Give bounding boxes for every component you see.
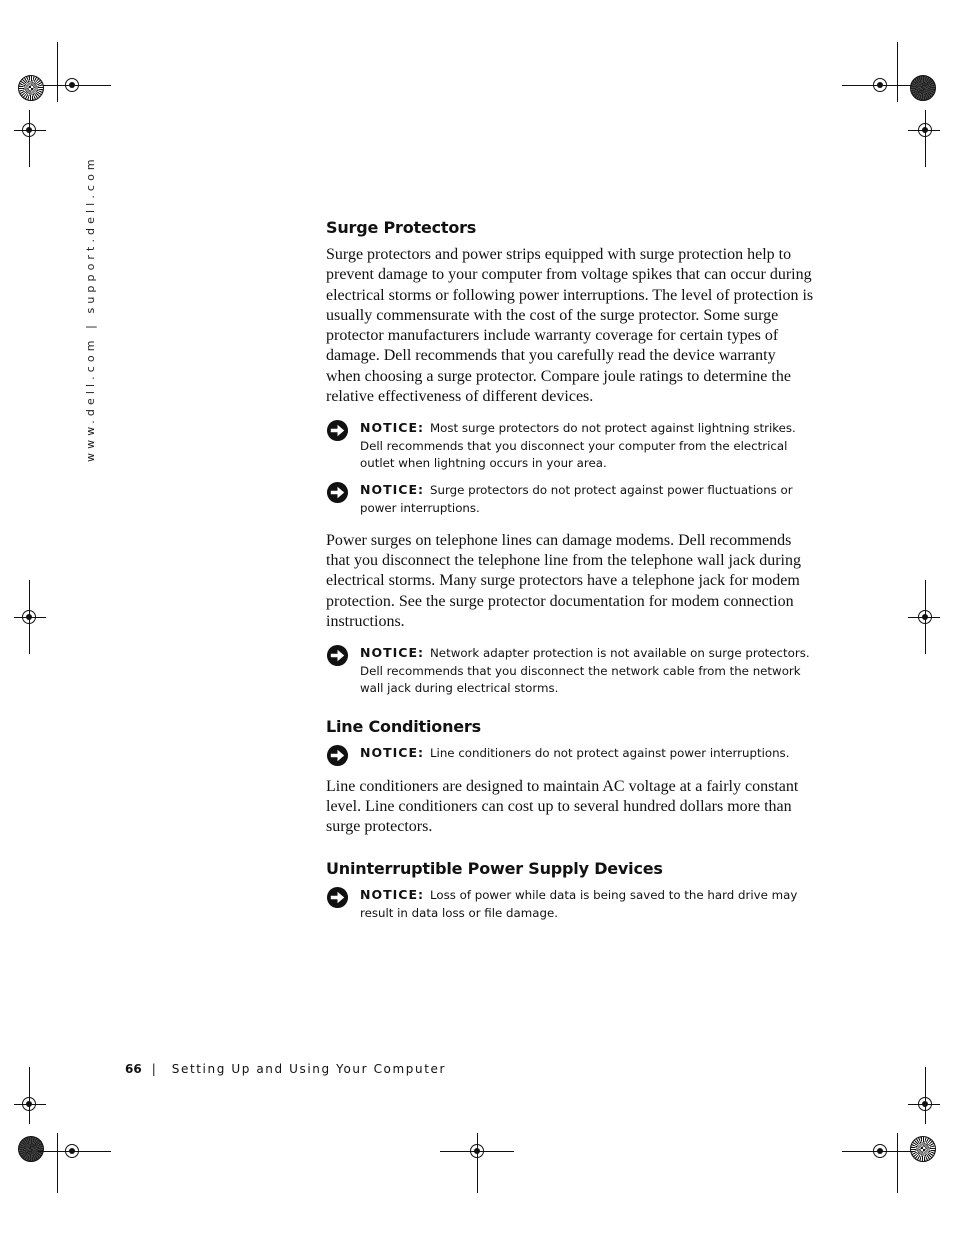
notice-label: NOTICE: [360,745,424,761]
crop-mark-icon [29,1067,30,1124]
footer-separator: | [151,1062,156,1076]
notice-block [326,886,814,922]
crop-mark-icon [897,42,898,102]
notice-arrow-icon [326,886,349,909]
notice-text: Network adapter protection is not available on surge protectors. Dell recommends that you disconnect the network cable from the network wall jack during electrical storms. [360,646,810,695]
registration-target-icon [873,1144,887,1158]
registration-target-icon [918,123,932,137]
color-bar-starburst-icon [910,1136,936,1162]
notice-text: Loss of power while data is being saved to the hard drive may result in data loss or file damage. [360,888,798,920]
registration-target-icon [918,1097,932,1111]
notice-label: NOTICE: [360,420,424,436]
section-heading: Surge Protectors [326,218,477,237]
registration-target-icon [65,78,79,92]
crop-mark-icon [925,1067,926,1124]
registration-target-icon [918,610,932,624]
notice-label: NOTICE: [360,887,424,903]
crop-mark-icon [477,1133,478,1193]
notice-arrow-icon [326,744,349,767]
registration-target-icon [22,610,36,624]
side-running-url: www.dell.com | support.dell.com [84,155,97,462]
chapter-title: Setting Up and Using Your Computer [171,1062,447,1076]
registration-target-icon [22,1097,36,1111]
crop-mark-icon [925,110,926,167]
page-number: 66 [125,1062,142,1076]
section-heading: Uninterruptible Power Supply Devices [326,859,663,879]
body-paragraph: Power surges on telephone lines can damage modems. Dell recommends that you disconnect the telephone line from the telephone wall jack during electrical storms. Many surge protectors have a telephone jack for modem protection. See the surge protector documentation for modem connection instructions. [326,531,801,631]
notice-text: Surge protectors do not protect against power fluctuations or power interruptions. [360,483,793,515]
notice-block [326,419,814,472]
registration-target-icon [65,1144,79,1158]
registration-target-icon [470,1144,484,1158]
registration-target-icon [22,123,36,137]
notice-block [326,481,814,517]
notice-block [326,644,814,697]
crop-mark-icon [897,1133,898,1193]
notice-arrow-icon [326,644,349,667]
page-footer [125,1062,446,1076]
notice-text: Most surge protectors do not protect against lightning strikes. Dell recommends that you disconnect your computer from the electrical outlet when lightning occurs in your area. [360,421,796,470]
body-paragraph: Surge protectors and power strips equipped with surge protection help to prevent damage to your computer from voltage spikes that can occur during electrical storms or following power interruptions. The level of protection is usually commensurate with the cost of the surge protector. Some surge protector manufacturers include warranty coverage for certain types of damage. Dell recommends that you carefully read the device warranty when choosing a surge protector. Compare joule ratings to determine the relative effectiveness of different devices. [326,246,814,406]
registration-target-icon [873,78,887,92]
notice-label: NOTICE: [360,482,424,498]
body-paragraph: Line conditioners are designed to maintain AC voltage at a fairly constant level. Line conditioners can cost up to several hundred dollars more than surge protectors. [326,777,799,836]
color-bar-starburst-icon [18,1136,44,1162]
color-bar-starburst-icon [910,75,936,101]
color-bar-starburst-icon [18,75,44,101]
notice-arrow-icon [326,481,349,504]
notice-block [326,744,814,762]
crop-mark-icon [57,42,58,102]
crop-mark-icon [29,110,30,167]
notice-arrow-icon [326,419,349,442]
notice-text: Line conditioners do not protect against power interruptions. [429,746,790,761]
content-column [326,218,814,931]
crop-mark-icon [57,1133,58,1193]
section-heading: Line Conditioners [326,717,481,737]
notice-label: NOTICE: [360,645,424,661]
